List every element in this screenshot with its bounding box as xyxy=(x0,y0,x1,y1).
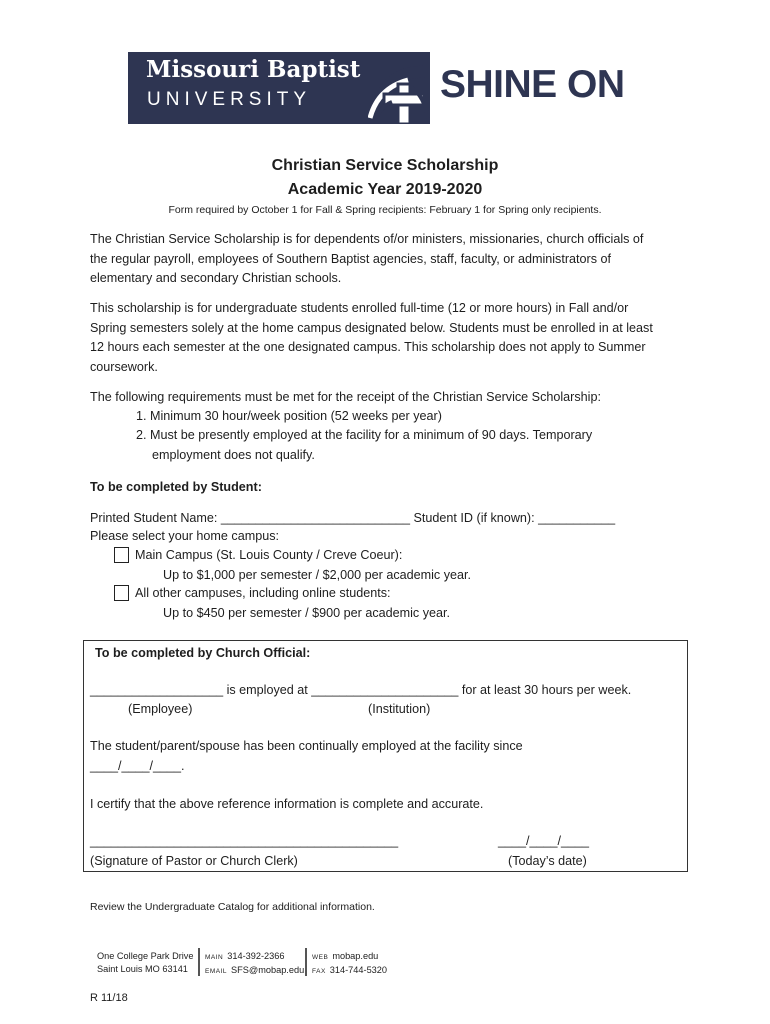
student-section-heading: To be completed by Student: xyxy=(90,480,262,494)
main-campus-checkbox[interactable] xyxy=(114,547,129,563)
requirement-2-cont: employment does not qualify. xyxy=(152,448,315,462)
requirement-1: 1. Minimum 30 hour/week position (52 weeks per year) xyxy=(136,409,442,423)
continual-employment-text: The student/parent/spouse has been continually employed at the facility since xyxy=(90,739,523,753)
date-label: (Today’s date) xyxy=(508,854,587,868)
fax-number: 314-744-5320 xyxy=(329,965,388,975)
requirement-2: 2. Must be presently employed at the facility for a minimum of 90 days. Temporary xyxy=(136,428,593,442)
address-line-2: Saint Louis MO 63141 xyxy=(97,964,188,974)
fax-label: FAX xyxy=(312,968,326,975)
employment-field[interactable]: ___________________ is employed at _____________________ for at least 30 hours per week. xyxy=(90,683,632,697)
address-line-1: One College Park Drive xyxy=(97,951,194,961)
other-campus-label: All other campuses, including online students: xyxy=(135,586,391,600)
web-label: WEB xyxy=(312,954,329,961)
other-campus-amount: Up to $450 per semester / $900 per academic year. xyxy=(163,606,451,620)
footer-contacts xyxy=(205,950,304,978)
signature-label: (Signature of Pastor or Church Clerk) xyxy=(90,854,298,868)
employee-label: (Employee) xyxy=(128,702,193,716)
form-title: Christian Service Scholarship xyxy=(271,157,499,174)
today-date-field[interactable]: ____/____/____ xyxy=(498,834,590,848)
logo-tagline: SHINE ON xyxy=(440,63,625,106)
deadline-note: Form required by October 1 for Fall & Spring recipients: February 1 for Spring only recipients. xyxy=(168,204,602,216)
church-section-heading: To be completed by Church Official: xyxy=(95,646,311,660)
certify-statement: I certify that the above reference information is complete and accurate. xyxy=(90,797,484,811)
email-label: EMAIL xyxy=(205,968,228,975)
enrollment-paragraph: This scholarship is for undergraduate students enrolled full-time (12 or more hours) in Fall and/or Spring semesters solely at the home campus designated below. Students must be enrolled in at least 12 hours each semester at the one designated campus. This scholarship does not apply to Summer coursework. xyxy=(90,301,653,374)
form-subtitle: Academic Year 2019-2020 xyxy=(287,181,483,198)
revision-code: R 11/18 xyxy=(90,992,128,1004)
main-campus-amount: Up to $1,000 per semester / $2,000 per academic year. xyxy=(163,568,472,582)
email-address: SFS@mobap.edu xyxy=(231,965,305,975)
requirements-intro: The following requirements must be met for the receipt of the Christian Service Scholarship: xyxy=(90,390,601,404)
employment-since-date-field[interactable]: ____/____/____. xyxy=(90,759,185,773)
logo-name: Missouri Baptist xyxy=(146,56,361,83)
footer-web-fax xyxy=(312,950,387,978)
institution-label: (Institution) xyxy=(368,702,431,716)
eligibility-paragraph: The Christian Service Scholarship is for dependents of/or ministers, missionaries, church officials of the regular payroll, employees of Southern Baptist agencies, staff, faculty, or administrators of elementary and secondary Christian schools. xyxy=(90,232,644,285)
main-phone-label: MAIN xyxy=(205,954,224,961)
footer-divider xyxy=(305,948,307,976)
logo-cross-icon xyxy=(368,58,438,124)
website: mobap.edu xyxy=(332,951,379,961)
signature-field[interactable]: ____________________________________________ xyxy=(90,834,399,848)
footer-address xyxy=(97,950,194,976)
student-name-id-field[interactable]: Printed Student Name: ___________________________ Student ID (if known): ___________ xyxy=(90,511,616,525)
main-campus-label: Main Campus (St. Louis County / Creve Coeur): xyxy=(135,548,403,562)
other-campus-checkbox[interactable] xyxy=(114,585,129,601)
review-note: Review the Undergraduate Catalog for additional information. xyxy=(90,901,375,913)
logo-university: UNIVERSITY xyxy=(147,89,312,110)
footer-divider xyxy=(198,948,200,976)
main-phone: 314-392-2366 xyxy=(227,951,285,961)
campus-select-prompt: Please select your home campus: xyxy=(90,529,279,543)
